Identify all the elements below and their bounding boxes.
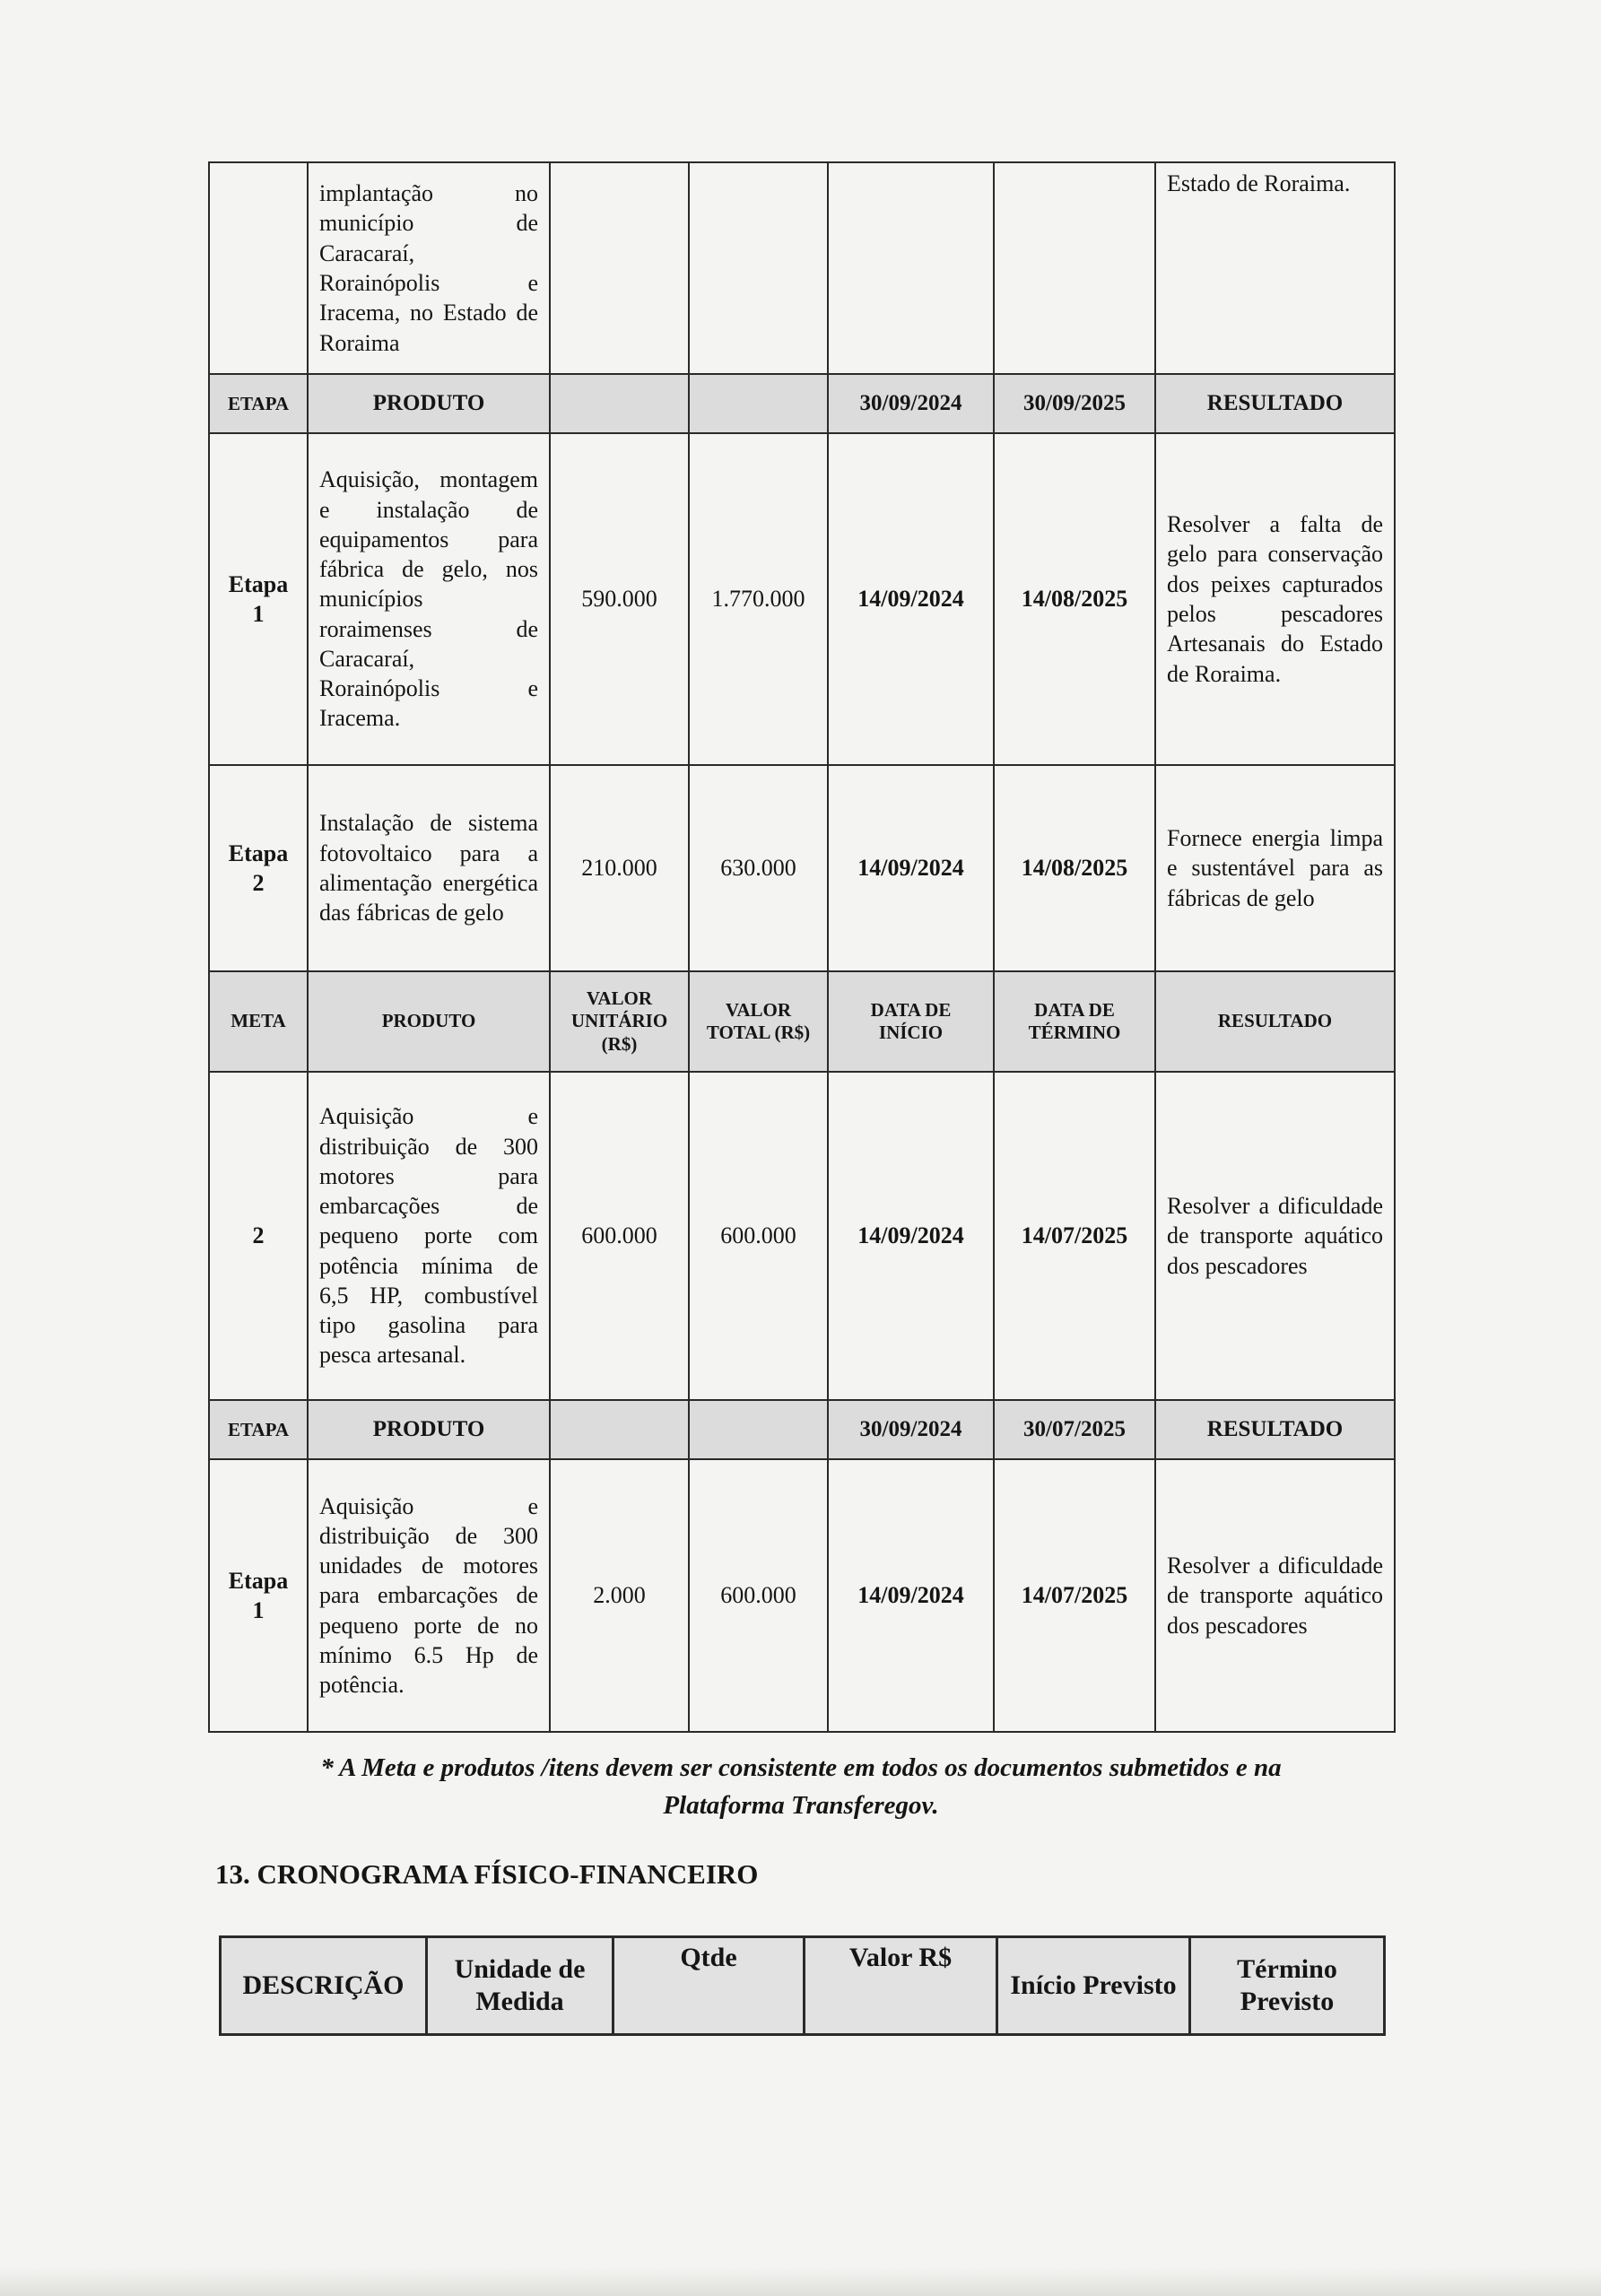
header-descricao: DESCRIÇÃO — [221, 1937, 427, 2035]
header-blank — [689, 374, 828, 433]
inicio-cell: 14/09/2024 — [828, 433, 994, 765]
header-termino: 30/07/2025 — [994, 1400, 1155, 1459]
inicio-cell: 14/09/2024 — [828, 1072, 994, 1400]
etapa-cell: Etapa 1 — [209, 1459, 308, 1732]
header-blank — [689, 1400, 828, 1459]
termino-cell: 14/08/2025 — [994, 433, 1155, 765]
resultado-cell: Resolver a dificuldade de transporte aquático dos pescadores — [1155, 1072, 1395, 1400]
table-row — [209, 765, 1395, 971]
header-blank — [550, 1400, 689, 1459]
cronograma-table — [219, 1935, 1386, 2036]
header-valor-unitario: VALOR UNITÁRIO (R$) — [550, 971, 689, 1072]
etapa-header-row — [209, 1400, 1395, 1459]
header-etapa: ETAPA — [209, 1400, 308, 1459]
header-valor-total: VALOR TOTAL (R$) — [689, 971, 828, 1072]
resultado-cell: Resolver a dificuldade de transporte aquático dos pescadores — [1155, 1459, 1395, 1732]
etapa-cell: Etapa 1 — [209, 433, 308, 765]
valor-total-cell: 600.000 — [689, 1072, 828, 1400]
termino-cell — [994, 162, 1155, 374]
valor-unitario-cell: 210.000 — [550, 765, 689, 971]
valor-unitario-cell: 600.000 — [550, 1072, 689, 1400]
header-inicio: 30/09/2024 — [828, 1400, 994, 1459]
header-valor: Valor R$ — [805, 1937, 997, 2035]
produto-cell: Instalação de sistema fotovoltaico para a alimentação energética das fábricas de gelo — [308, 765, 550, 971]
note-line: Plataforma Transferegov. — [663, 1791, 939, 1821]
consistency-note — [208, 1749, 1394, 1824]
produto-cell: Aquisição, montagem e instalação de equipamentos para fábrica de gelo, nos municípios roraimenses de Caracaraí, Rorainópolis e Iracema. — [308, 433, 550, 765]
table-row — [209, 162, 1395, 374]
header-termino: DATA DE TÉRMINO — [994, 971, 1155, 1072]
header-qtde: Qtde — [613, 1937, 805, 2035]
header-produto: PRODUTO — [308, 971, 550, 1072]
header-unidade-medida: Unidade de Medida — [427, 1937, 613, 2035]
header-termino-previsto: Término Previsto — [1190, 1937, 1385, 2035]
resultado-cell: Estado de Roraima. — [1155, 162, 1395, 374]
header-termino: 30/09/2025 — [994, 374, 1155, 433]
table-row — [209, 1459, 1395, 1732]
header-inicio: DATA DE INÍCIO — [828, 971, 994, 1072]
valor-total-cell: 600.000 — [689, 1459, 828, 1732]
resultado-cell: Fornece energia limpa e sustentável para as fábricas de gelo — [1155, 765, 1395, 971]
meta-header-row — [209, 971, 1395, 1072]
etapa-header-row — [209, 374, 1395, 433]
valor-total-cell — [689, 162, 828, 374]
valor-unitario-cell: 2.000 — [550, 1459, 689, 1732]
inicio-cell — [828, 162, 994, 374]
header-blank — [550, 374, 689, 433]
table-row — [209, 433, 1395, 765]
table-row — [209, 1072, 1395, 1400]
valor-total-cell: 630.000 — [689, 765, 828, 971]
header-resultado: RESULTADO — [1155, 374, 1395, 433]
header-inicio: 30/09/2024 — [828, 374, 994, 433]
resultado-cell: Resolver a falta de gelo para conservação dos peixes capturados pelos pescadores Artesanais do Estado de Roraima. — [1155, 433, 1395, 765]
header-etapa: ETAPA — [209, 374, 308, 433]
termino-cell: 14/08/2025 — [994, 765, 1155, 971]
etapa-cell: Etapa 2 — [209, 765, 308, 971]
valor-total-cell: 1.770.000 — [689, 433, 828, 765]
produto-cell: Aquisição e distribuição de 300 unidades de motores para embarcações de pequeno porte de no mínimo 6.5 Hp de potência. — [308, 1459, 550, 1732]
note-line: * A Meta e produtos /itens devem ser consistente em todos os documentos submetidos e na — [320, 1753, 1282, 1782]
inicio-cell: 14/09/2024 — [828, 765, 994, 971]
header-meta: META — [209, 971, 308, 1072]
termino-cell: 14/07/2025 — [994, 1072, 1155, 1400]
produto-cell: Aquisição e distribuição de 300 motores para embarcações de pequeno porte com potência mínima de 6,5 HP, combustível tipo gasolina para pesca artesanal. — [308, 1072, 550, 1400]
valor-unitario-cell — [550, 162, 689, 374]
header-resultado: RESULTADO — [1155, 971, 1395, 1072]
header-produto: PRODUTO — [308, 1400, 550, 1459]
section-title: 13. CRONOGRAMA FÍSICO-FINANCEIRO — [215, 1858, 759, 1890]
header-inicio-previsto: Início Previsto — [997, 1937, 1190, 2035]
produto-cell: implantação no município de Caracaraí, Rorainópolis e Iracema, no Estado de Roraima — [308, 162, 550, 374]
page-edge — [0, 2267, 1601, 2296]
valor-unitario-cell: 590.000 — [550, 433, 689, 765]
header-resultado: RESULTADO — [1155, 1400, 1395, 1459]
etapa-cell — [209, 162, 308, 374]
inicio-cell: 14/09/2024 — [828, 1459, 994, 1732]
cronograma-header-row — [221, 1937, 1385, 2035]
termino-cell: 14/07/2025 — [994, 1459, 1155, 1732]
header-produto: PRODUTO — [308, 374, 550, 433]
metas-table — [208, 161, 1396, 1733]
meta-cell: 2 — [209, 1072, 308, 1400]
